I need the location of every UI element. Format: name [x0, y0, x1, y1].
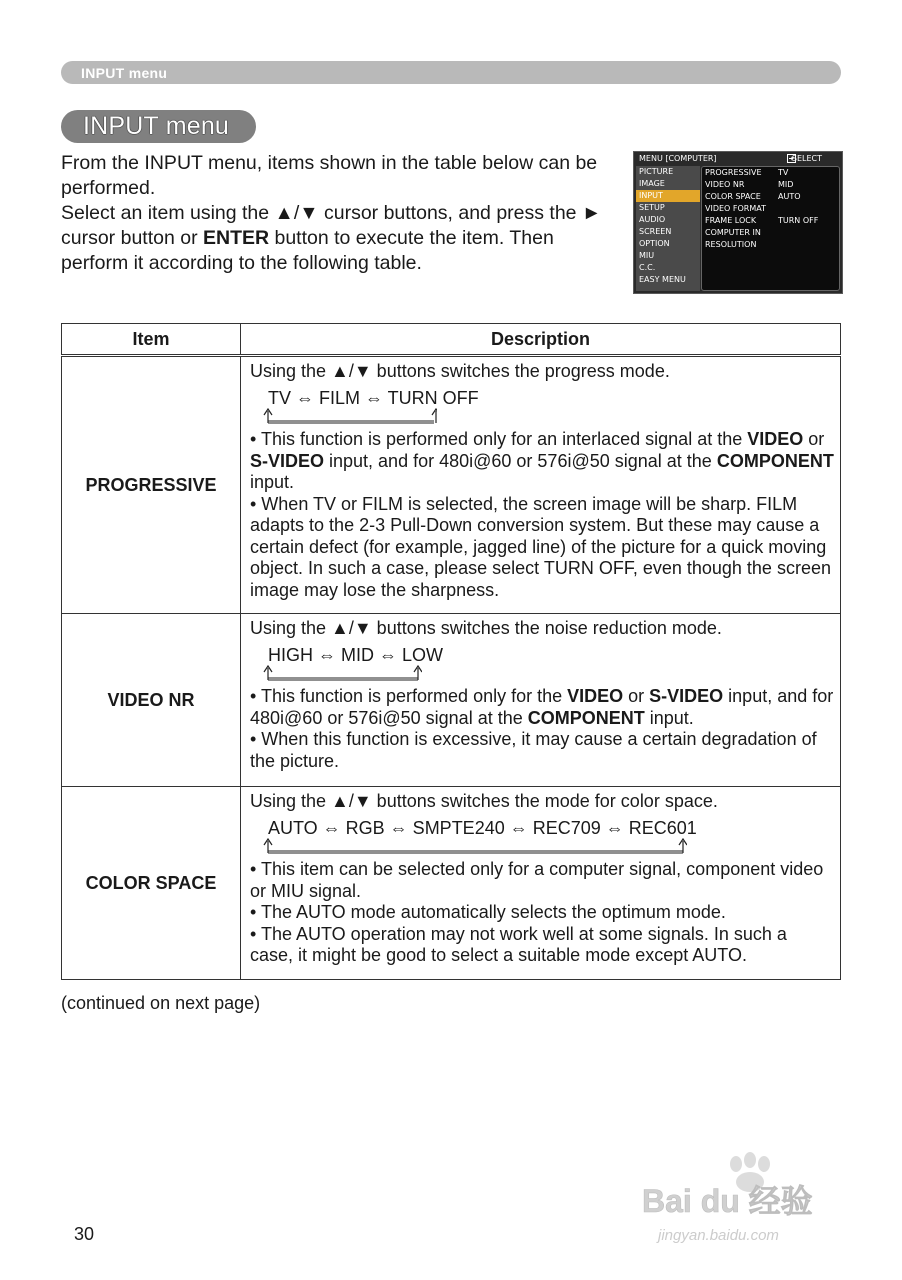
- mode-cycle: HIGH ⇔ MID ⇔ LOW: [268, 644, 443, 665]
- note-1: • This item can be selected only for a computer signal, component video or MIU signal.: [250, 859, 824, 901]
- menu-left-item: PICTURE: [639, 167, 674, 176]
- menu-row-value: TV: [778, 168, 789, 177]
- note-bold: COMPONENT: [527, 707, 645, 728]
- menu-select-hint: SELECT: [791, 154, 822, 163]
- menu-left-item: EASY MENU: [639, 275, 686, 284]
- watermark-brand: Bai du 经验: [642, 1183, 813, 1219]
- section-title: INPUT menu: [83, 112, 230, 140]
- menu-right-row: [702, 179, 839, 191]
- menu-right-row: [702, 191, 839, 203]
- table-header-row: [62, 324, 841, 356]
- item-color-space: COLOR SPACE: [62, 787, 241, 980]
- menu-right-row: [702, 215, 839, 227]
- menu-left-item: IMAGE: [639, 179, 665, 188]
- menu-row-name: COLOR SPACE: [705, 192, 761, 201]
- intro-line-2: [61, 201, 621, 276]
- page-number: 30: [74, 1224, 95, 1244]
- menu-left-item: INPUT: [636, 190, 700, 202]
- baidu-watermark: [640, 1150, 850, 1250]
- note-text: input.: [250, 472, 295, 492]
- desc-notes: [250, 686, 834, 772]
- menu-title: MENU [COMPUTER]: [639, 154, 717, 163]
- continued-note: (continued on next page): [61, 993, 261, 1013]
- menu-row-value: AUTO: [778, 192, 801, 201]
- menu-left-item: AUDIO: [639, 215, 666, 224]
- desc-intro: Using the ▲/▼ buttons switches the mode for color space.: [250, 791, 718, 811]
- menu-left-item: SETUP: [639, 203, 665, 212]
- table-row: [62, 356, 841, 614]
- note-3: • The AUTO operation may not work well at some signals. In such a case, it might be good to select a suitable mode except AUTO.: [250, 923, 787, 965]
- menu-left-item: MIU: [639, 251, 655, 260]
- intro-line-2-pre: Select an item using the ▲/▼ cursor buttons, and press the ► cursor button or: [61, 202, 602, 249]
- menu-row-name: VIDEO FORMAT: [705, 204, 766, 213]
- menu-left-item: OPTION: [639, 239, 670, 248]
- desc-intro: Using the ▲/▼ buttons switches the noise reduction mode.: [250, 618, 722, 638]
- header-description: Description: [241, 324, 841, 356]
- note-bold: S-VIDEO: [250, 450, 325, 471]
- menu-right-panel: [701, 166, 840, 291]
- desc-notes: [250, 429, 834, 601]
- item-progressive: PROGRESSIVE: [62, 356, 241, 614]
- note-bold: VIDEO: [567, 686, 624, 706]
- menu-right-row: [702, 203, 839, 215]
- menu-row-name: VIDEO NR: [705, 180, 745, 189]
- note-2: • When this function is excessive, it may cause a certain degradation of the picture.: [250, 729, 817, 771]
- menu-left-item: SCREEN: [639, 227, 672, 236]
- menu-row-value: MID: [778, 180, 794, 189]
- menu-screenshot: [633, 151, 843, 294]
- menu-right-row: [702, 167, 839, 179]
- desc-color-space: [241, 787, 841, 980]
- note-2: • When TV or FILM is selected, the screen image will be sharp. FILM adapts to the 2-3 Pull-Down conversion system. But these may cause a certain defect (for example, jagged line) of the picture for a quick moving object. In such a case, please select TURN OFF, even though the screen image may lose the sharpness.: [250, 493, 831, 600]
- note-bold: VIDEO: [747, 429, 804, 449]
- note-text: • This function is performed only for the: [250, 686, 568, 706]
- cycle-return-arrow: [262, 407, 437, 425]
- menu-left-item: C.C.: [639, 263, 656, 272]
- menu-row-name: RESOLUTION: [705, 240, 757, 249]
- menu-row-name: PROGRESSIVE: [705, 168, 762, 177]
- desc-intro: Using the ▲/▼ buttons switches the progress mode.: [250, 361, 670, 381]
- note-text: input, and for 480i@60 or 576i@50 signal at the: [250, 686, 834, 728]
- note-2: • The AUTO mode automatically selects the optimum mode.: [250, 902, 726, 922]
- header-bar: [61, 61, 841, 84]
- intro-text: [61, 151, 621, 276]
- cycle-return-arrow: [262, 664, 422, 682]
- table-row: [62, 787, 841, 980]
- enter-keyword: ENTER: [202, 227, 270, 249]
- menu-row-name: COMPUTER IN: [705, 228, 761, 237]
- input-menu-table: [61, 323, 841, 980]
- intro-line-2-post: button to execute the item. Then perform it according to the following table.: [61, 227, 554, 274]
- table-row: [62, 614, 841, 787]
- note-text: input.: [644, 707, 694, 728]
- section-title-pill: [61, 110, 256, 143]
- menu-row-value: TURN OFF: [778, 216, 819, 225]
- menu-right-row: [702, 239, 839, 251]
- menu-header: [636, 153, 840, 165]
- menu-row-name: FRAME LOCK: [705, 216, 757, 225]
- intro-line-1: From the INPUT menu, items shown in the table below can be performed.: [61, 152, 598, 199]
- menu-right-row: [702, 227, 839, 239]
- note-1: [250, 429, 834, 494]
- header-bar-label: INPUT menu: [81, 65, 168, 81]
- watermark-url: jingyan.baidu.com: [658, 1227, 779, 1244]
- item-video-nr: VIDEO NR: [62, 614, 241, 787]
- desc-notes: [250, 859, 834, 967]
- header-item: Item: [62, 324, 241, 356]
- mode-cycle: TV ⇔ FILM ⇔ TURN OFF: [268, 387, 479, 408]
- cycle-return-arrow: [262, 837, 687, 855]
- desc-video-nr: [241, 614, 841, 787]
- note-text: input, and for 480i@60 or 576i@50 signal at the: [324, 450, 717, 471]
- note-bold: COMPONENT: [716, 450, 834, 471]
- desc-progressive: [241, 356, 841, 614]
- note-text: or: [623, 686, 650, 706]
- menu-left-list: [636, 166, 700, 291]
- note-bold: S-VIDEO: [649, 686, 724, 706]
- note-1: [250, 686, 834, 729]
- note-text: or: [803, 429, 825, 449]
- mode-cycle: AUTO ⇔ RGB ⇔ SMPTE240 ⇔ REC709 ⇔ REC601: [268, 817, 697, 838]
- note-text: • This function is performed only for an interlaced signal at the: [250, 429, 748, 449]
